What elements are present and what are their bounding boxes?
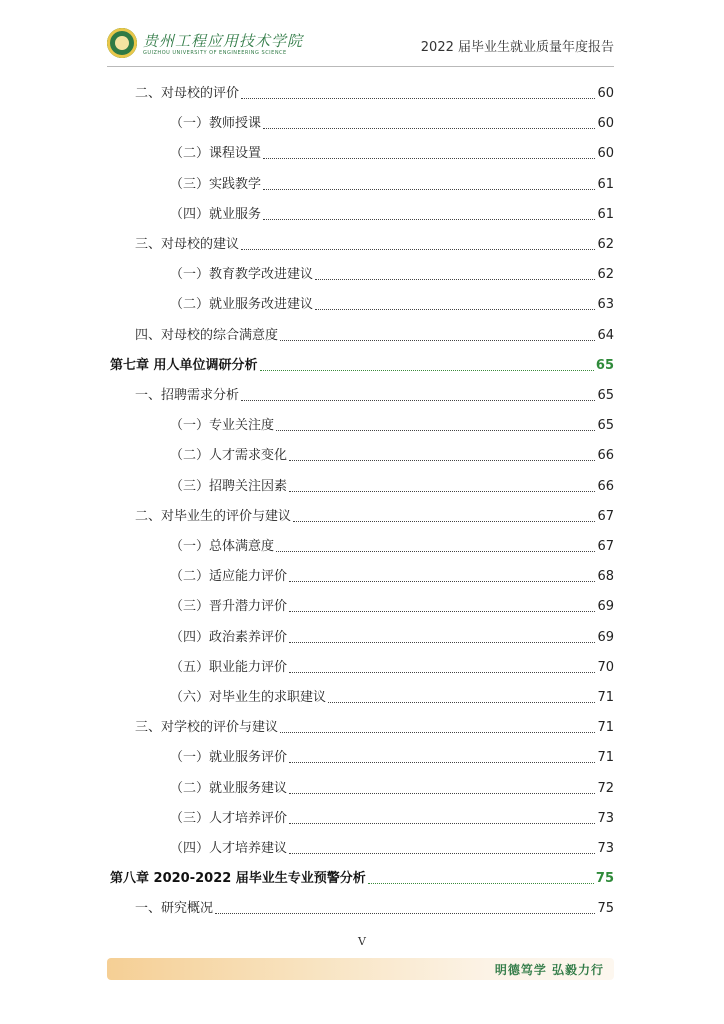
toc-entry-label: （二）就业服务改进建议 [170,297,314,313]
toc-entry-page: 75 [595,871,614,887]
toc-entry-label: （三）招聘关注因素 [170,478,288,494]
toc-entry-label: （一）就业服务评价 [170,750,288,766]
school-motto: 明德笃学 弘毅力行 [494,963,604,977]
toc-entry-page: 61 [597,206,614,222]
toc-subsection-entry[interactable] [170,175,614,195]
toc-dot-leader [280,339,595,341]
page-header [0,0,724,70]
toc-entry-page: 65 [597,388,614,403]
toc-entry-label: （四）人才培养建议 [170,841,288,856]
toc-section-entry[interactable] [135,507,614,527]
page-number: V [358,935,366,948]
toc-section-entry[interactable] [135,899,614,919]
toc-entry-page: 70 [597,659,614,675]
toc-entry-page: 62 [597,267,614,283]
toc-entry-label: （四）就业服务 [170,206,262,222]
toc-dot-leader [263,188,595,190]
toc-dot-leader [215,912,595,914]
toc-entry-label: （四）政治素养评价 [170,629,288,645]
toc-chapter-entry[interactable] [110,869,614,889]
toc-entry-page: 75 [597,901,614,917]
toc-entry-page: 67 [597,508,614,524]
toc-dot-leader [241,248,595,250]
toc-entry-page: 61 [597,176,614,192]
toc-entry-label: （三）人才培养评价 [170,810,288,826]
toc-entry-page: 62 [597,237,614,252]
toc-dot-leader [289,761,595,763]
toc-entry-label: （二）课程设置 [170,146,262,162]
toc-subsection-entry[interactable] [170,809,614,829]
toc-section-entry[interactable] [135,84,614,104]
toc-subsection-entry[interactable] [170,416,614,436]
toc-chapter-entry[interactable] [110,356,614,376]
toc-entry-page: 65 [595,357,614,373]
toc-subsection-entry[interactable] [170,144,614,164]
toc-dot-leader [276,550,595,552]
toc-entry-label: （一）专业关注度 [170,418,275,434]
toc-dot-leader [289,459,595,461]
toc-entry-label: 二、对毕业生的评价与建议 [135,508,292,524]
toc-entry-page: 71 [597,750,614,766]
toc-dot-leader [289,610,595,612]
toc-section-entry[interactable] [135,718,614,738]
toc-dot-leader [241,97,595,99]
school-name-english: GUIZHOU UNIVERSITY OF ENGINEERING SCIENCE [143,50,287,56]
toc-entry-label: （二）人才需求变化 [170,448,288,464]
toc-subsection-entry[interactable] [170,839,614,859]
toc-entry-page: 71 [597,720,614,736]
toc-entry-label: （五）职业能力评价 [170,659,288,675]
toc-entry-label: （一）教师授课 [170,116,262,132]
toc-entry-label: 一、招聘需求分析 [135,388,240,403]
toc-dot-leader [289,822,595,824]
header-divider [107,66,614,67]
toc-subsection-entry[interactable] [170,748,614,768]
toc-dot-leader [293,520,595,522]
toc-entry-page: 60 [597,86,614,101]
toc-subsection-entry[interactable] [170,779,614,799]
toc-dot-leader [263,157,595,159]
toc-section-entry[interactable] [135,386,614,406]
toc-dot-leader [241,399,595,401]
toc-section-entry[interactable] [135,326,614,346]
toc-entry-label: （六）对毕业生的求职建议 [170,690,327,705]
toc-entry-label: （二）适应能力评价 [170,569,288,585]
toc-entry-label: （三）实践教学 [170,176,262,192]
toc-entry-label: 三、对母校的建议 [135,237,240,252]
toc-entry-label: 三、对学校的评价与建议 [135,720,279,736]
toc-dot-leader [289,671,595,673]
toc-subsection-entry[interactable] [170,688,614,708]
toc-dot-leader [289,792,595,794]
toc-entry-page: 65 [597,418,614,434]
toc-entry-page: 60 [597,116,614,132]
toc-entry-page: 64 [597,327,614,343]
toc-entry-page: 67 [597,539,614,554]
toc-section-entry[interactable] [135,235,614,255]
toc-entry-page: 71 [597,690,614,705]
toc-dot-leader [289,852,595,854]
toc-subsection-entry[interactable] [170,295,614,315]
toc-subsection-entry[interactable] [170,597,614,617]
toc-subsection-entry[interactable] [170,567,614,587]
toc-entry-label: 四、对母校的综合满意度 [135,327,279,343]
toc-entry-page: 66 [597,478,614,494]
toc-entry-page: 73 [597,810,614,826]
toc-dot-leader [289,490,595,492]
toc-dot-leader [328,701,595,703]
toc-dot-leader [289,580,595,582]
toc-dot-leader [263,127,595,129]
toc-subsection-entry[interactable] [170,265,614,285]
toc-entry-page: 60 [597,146,614,162]
report-title: 2022 届毕业生就业质量年度报告 [420,40,614,55]
toc-subsection-entry[interactable] [170,477,614,497]
toc-subsection-entry[interactable] [170,628,614,648]
school-logo-icon [107,28,137,58]
toc-subsection-entry[interactable] [170,658,614,678]
toc-entry-page: 69 [597,629,614,645]
toc-dot-leader [276,429,595,431]
toc-entry-page: 69 [597,599,614,615]
toc-dot-leader [368,882,594,884]
toc-dot-leader [315,308,595,310]
footer-bar [107,958,614,980]
toc-entry-page: 63 [597,297,614,313]
toc-entry-label: （一）总体满意度 [170,539,275,554]
toc-dot-leader [289,641,595,643]
toc-dot-leader [315,278,595,280]
toc-entry-label: 二、对母校的评价 [135,86,240,101]
toc-entry-label: 一、研究概况 [135,901,214,917]
toc-entry-label: （一）教育教学改进建议 [170,267,314,283]
toc-entry-page: 73 [597,841,614,856]
toc-subsection-entry[interactable] [170,537,614,557]
toc-entry-label: 第七章 用人单位调研分析 [110,357,258,373]
toc-subsection-entry[interactable] [170,205,614,225]
toc-entry-page: 66 [597,448,614,464]
toc-entry-label: （二）就业服务建议 [170,780,288,796]
toc-subsection-entry[interactable] [170,446,614,466]
toc-dot-leader [263,218,595,220]
toc-dot-leader [280,731,595,733]
toc-entry-page: 72 [597,780,614,796]
toc-dot-leader [260,369,594,371]
toc-entry-label: 第八章 2020-2022 届毕业生专业预警分析 [110,871,366,887]
toc-entry-page: 68 [597,569,614,585]
toc-entry-label: （三）晋升潜力评价 [170,599,288,615]
toc-subsection-entry[interactable] [170,114,614,134]
school-name: 贵州工程应用技术学院 [143,32,304,50]
